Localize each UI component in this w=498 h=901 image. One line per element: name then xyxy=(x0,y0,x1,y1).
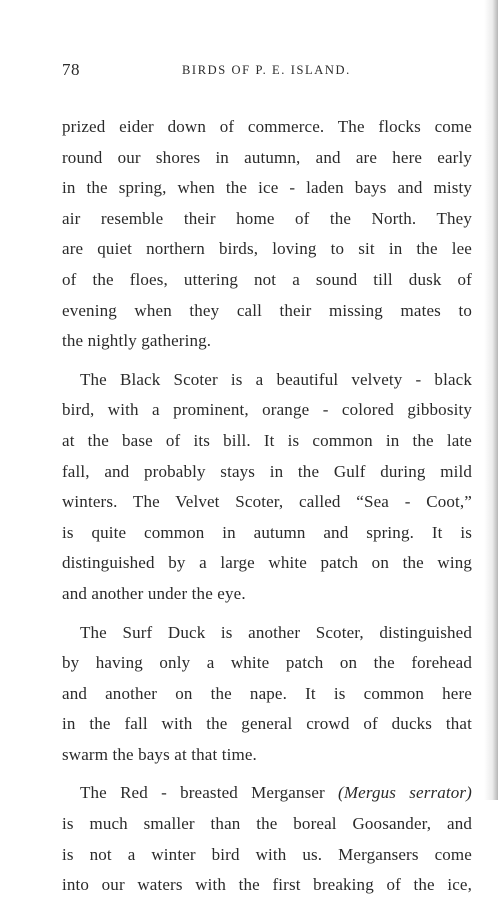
paragraph-2 xyxy=(62,365,472,610)
text-line: air resemble their home of the North. They xyxy=(62,208,472,228)
text-segment: The Red - breasted Merganser xyxy=(80,783,339,803)
text-line-with-italic xyxy=(62,778,472,809)
scientific-name: (Mergus serrator) xyxy=(338,783,472,803)
text-line: and another on the nape. It is common here xyxy=(62,683,472,703)
text-line: into our waters with the first breaking of the ice, xyxy=(62,875,472,895)
text-line: by having only a white patch on the forehead xyxy=(62,653,472,673)
paragraph-gap xyxy=(62,770,472,778)
text-line: in the fall with the general crowd of ducks that xyxy=(62,714,472,734)
text-line: is not a winter bird with us. Mergansers come xyxy=(62,844,472,864)
text-line: at the base of its bill. It is common in the late xyxy=(62,430,472,450)
page-number: 78 xyxy=(62,60,80,79)
text-line: The Black Scoter is a beautiful velvety - black xyxy=(80,369,472,389)
text-line: swarm the bays at that time. xyxy=(62,744,257,764)
paragraph-1 xyxy=(62,112,472,357)
spine-shadow xyxy=(484,0,498,800)
text-line: are quiet northern birds, loving to sit in the lee xyxy=(62,239,472,259)
text-line: and another under the eye. xyxy=(62,583,246,603)
text-line: in the spring, when the ice - laden bays and misty xyxy=(62,178,472,198)
text-line: fall, and probably stays in the Gulf during mild xyxy=(62,461,472,481)
paragraph-4 xyxy=(62,778,472,900)
text-line: distinguished by a large white patch on the wing xyxy=(62,553,472,573)
text-line: the nightly gathering. xyxy=(62,331,212,351)
text-line: round our shores in autumn, and are here early xyxy=(62,147,472,167)
text-line: winters. The Velvet Scoter, called “Sea - Coot,” xyxy=(62,492,472,512)
running-title: BIRDS OF P. E. ISLAND. xyxy=(182,63,351,77)
text-line: of the floes, uttering not a sound till dusk of xyxy=(62,269,472,289)
body-text xyxy=(62,112,472,901)
text-line: is much smaller than the boreal Goosander, and xyxy=(62,814,472,834)
paragraph-gap xyxy=(62,357,472,365)
text-line: evening when they call their missing mates to xyxy=(62,300,472,320)
text-line: bird, with a prominent, orange - colored gibbosity xyxy=(62,400,472,420)
text-line: prized eider down of commerce. The flocks come xyxy=(62,117,472,136)
running-head xyxy=(62,60,472,84)
paragraph-3 xyxy=(62,618,472,771)
text-line: is quite common in autumn and spring. It is xyxy=(62,522,472,542)
paragraph-gap xyxy=(62,610,472,618)
text-line: The Surf Duck is another Scoter, distinguished xyxy=(80,622,472,642)
